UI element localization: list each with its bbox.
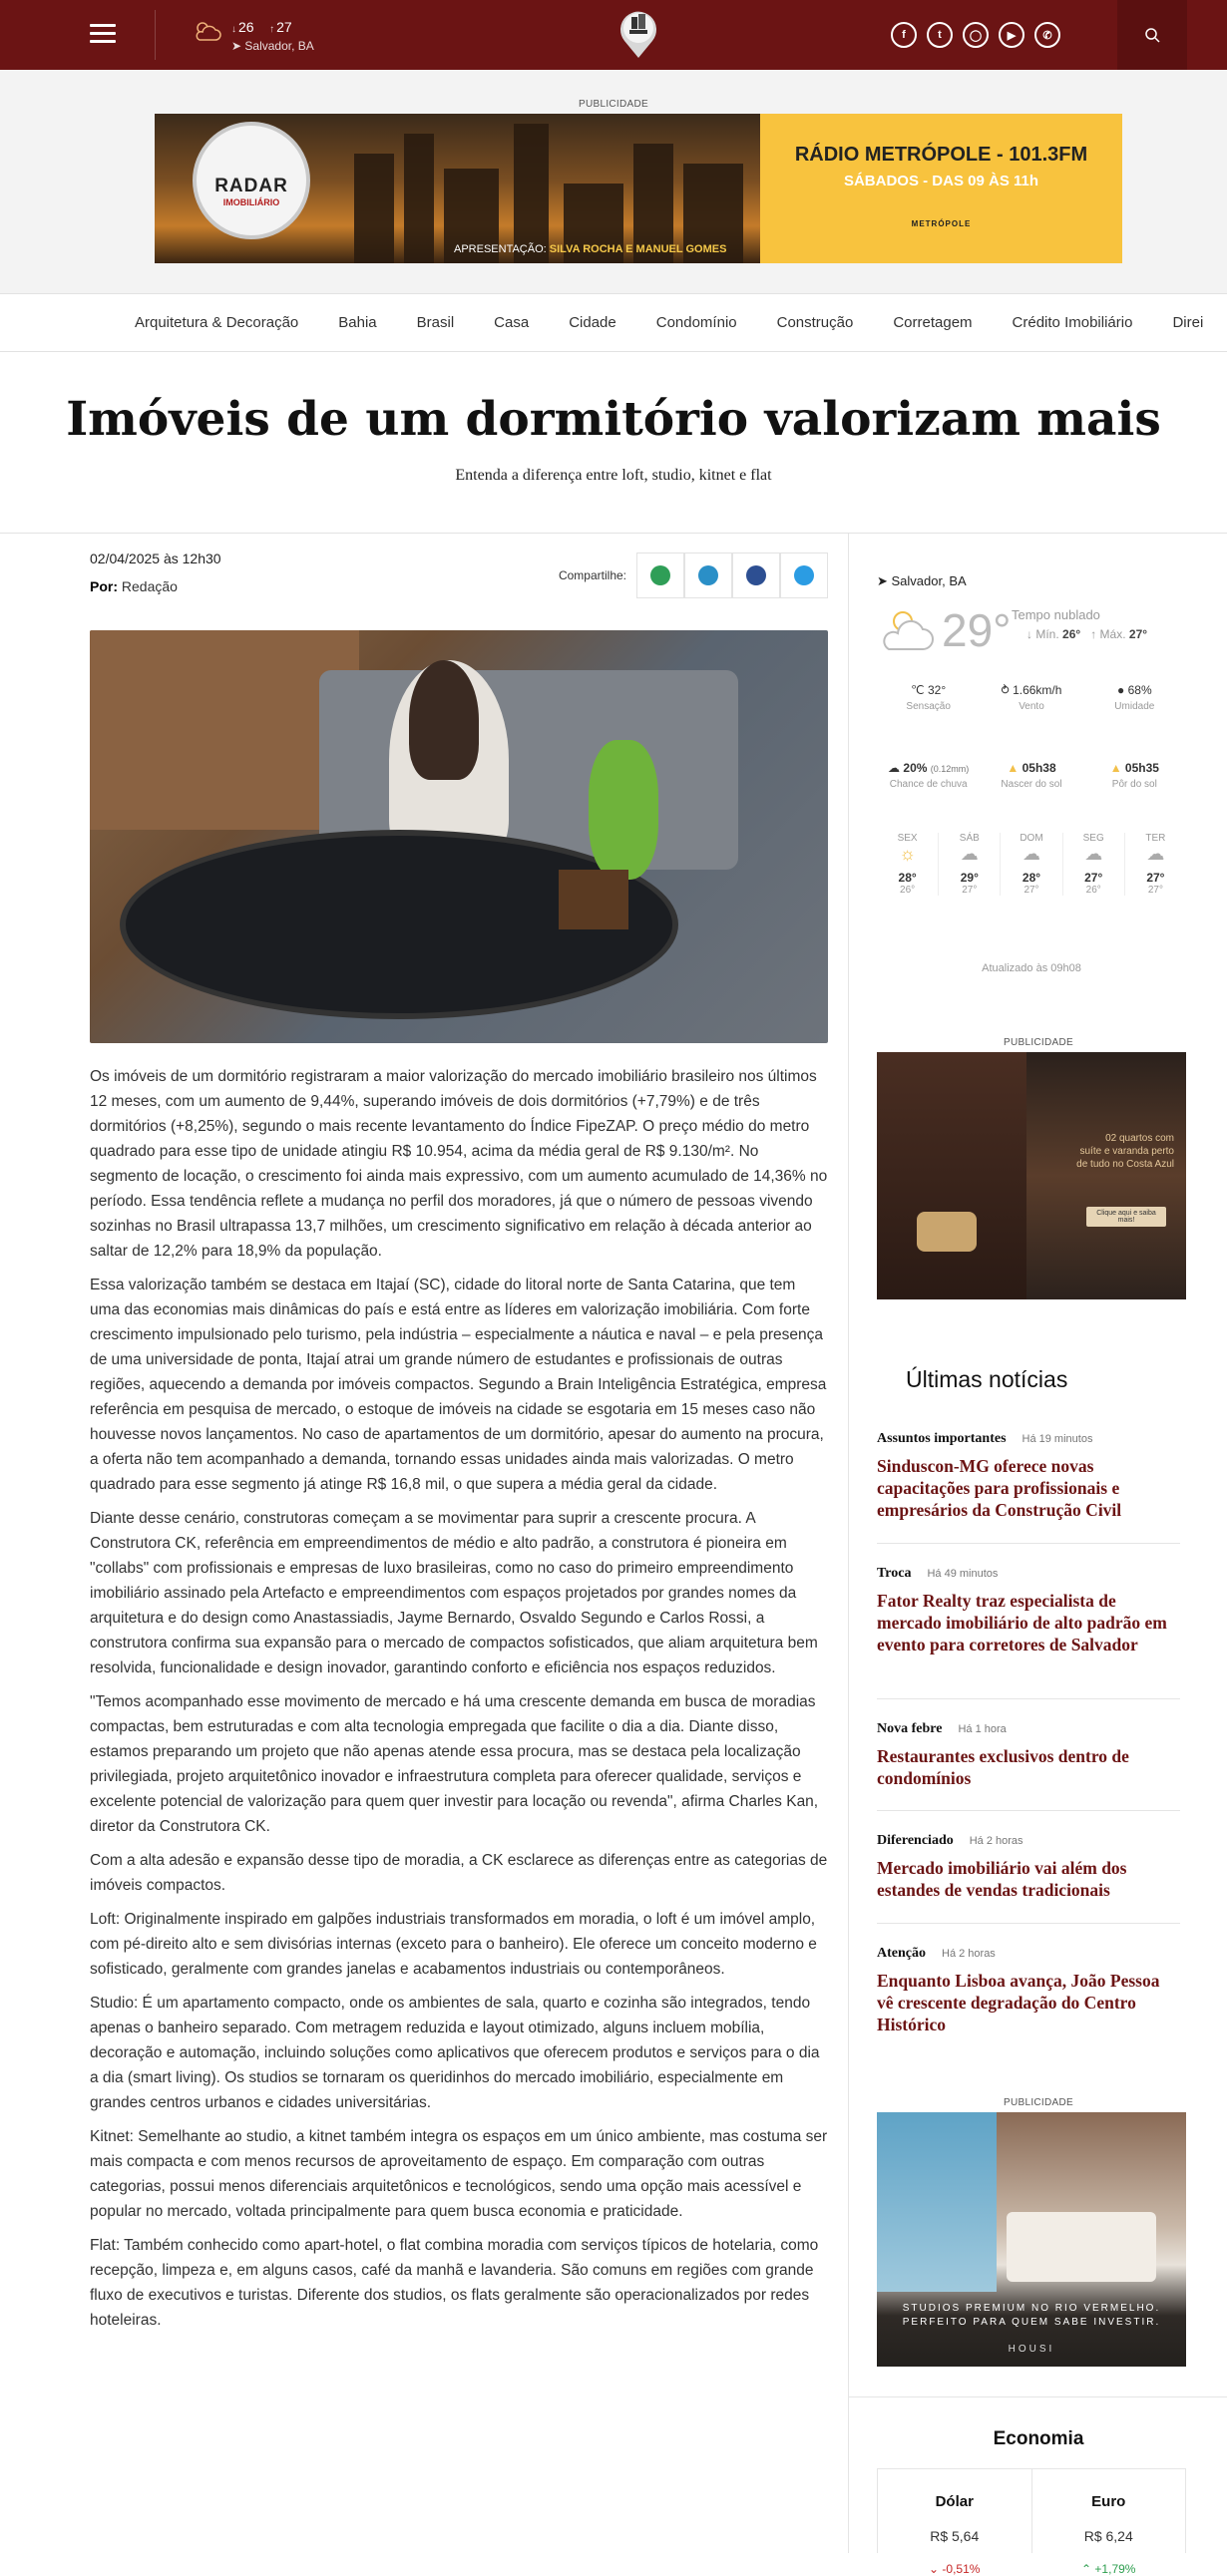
twitter-icon: [794, 565, 814, 585]
news-item[interactable]: [877, 1944, 1180, 2035]
presenters-names: SILVA ROCHA E MANUEL GOMES: [549, 243, 727, 255]
sun-icon: ☼: [899, 844, 916, 864]
article-paragraph: "Temos acompanhado esse movimento de mercado e há uma crescente demanda em busca de moradias compactas, bem estruturadas e com alta tecnologia empregada que facilite o dia a dia. Diante disso, estamos preparando um projeto que não apenas atende essa procura, mas se destaca pela localização privilegiada, projeto arquitetônico inovador e infraestrutura completa para oferecer qualidade, serviços e excelente potencial de valorização para quem quer investir para locação ou revenda", afirma Charles Kan, diretor da Construtora CK.: [90, 1693, 819, 1835]
forecast-day-name: SÁB: [959, 833, 980, 844]
stat-humidity: [1083, 683, 1186, 712]
article-paragraph: Kitnet: Semelhante ao studio, a kitnet também integra os espaços em um único ambiente, mas costuma ser mais compacta e com menos recursos de aproveitamento de espaço. Em comparação com outras categorias, possui menos diferenciais arquitetônicos e tecnológicos, sendo uma opção mais acessível e popular no mercado, voltada principalmente para quem busca economia e praticidade.: [90, 2128, 828, 2220]
ad-side1-cta[interactable]: Clique aqui e saiba mais!: [1086, 1207, 1166, 1227]
radar-subtitle: IMOBILIÁRIO: [222, 197, 280, 207]
cloud-rain-icon: ☁: [1022, 844, 1040, 864]
cloud-sun-icon: [877, 603, 939, 655]
article-paragraph: Flat: Também conhecido como apart-hotel, o flat combina moradia com serviços típicos de hotelaria, como recepção, limpeza e, em alguns casos, café da manhã e lavanderia. São comuns em regiões com grande fluxo de executivos e turistas. Diferente dos studios, os flats geralmente são operacionalizados por redes hoteleiras.: [90, 2237, 819, 2329]
forecast-max: 28°: [898, 871, 917, 885]
forecast-day: [939, 833, 1001, 896]
sunset-icon: ▲: [1109, 761, 1122, 775]
weather-min: 26°: [1062, 627, 1081, 641]
currency-change-value: -0,51%: [942, 2562, 981, 2576]
header-weather: ↓ 26 ↑ 27 ➤ Salvador, BA: [192, 18, 314, 53]
nav-item[interactable]: Brasil: [416, 314, 455, 331]
nav-item[interactable]: Bahia: [338, 314, 377, 331]
forecast-max: 29°: [960, 871, 979, 885]
weather-stats-2: [877, 761, 1186, 790]
news-category: Nova febre: [877, 1721, 943, 1736]
ad-side1-line3: de tudo no Costa Azul: [1076, 1159, 1174, 1170]
forecast-max: 28°: [1022, 871, 1041, 885]
weather-updated: Atualizado às 09h08: [982, 962, 1081, 974]
ad-side2-brand: HOUSI: [1008, 2344, 1055, 2355]
currency-change-value: +1,79%: [1094, 2562, 1136, 2576]
search-icon: [1144, 27, 1160, 43]
forecast-day-name: DOM: [1020, 833, 1043, 844]
weather-location: ➤ Salvador, BA: [877, 573, 967, 588]
nav-item[interactable]: Cidade: [569, 314, 616, 331]
news-title[interactable]: Restaurantes exclusivos dentro de condomínios: [877, 1746, 1129, 1788]
wind-icon: ⥁: [1001, 683, 1010, 697]
facebook-icon[interactable]: f: [891, 22, 917, 48]
news-item[interactable]: [877, 1429, 1180, 1521]
news-category: Atenção: [877, 1946, 926, 1961]
nav-item[interactable]: Casa: [494, 314, 530, 331]
nav-item[interactable]: Condomínio: [655, 314, 737, 331]
ad-banner-radar[interactable]: [155, 114, 1122, 263]
divider: [155, 10, 156, 60]
forecast-min: 27°: [1023, 885, 1039, 896]
stat-value: 1.66km/h: [1013, 683, 1062, 697]
nav-item[interactable]: Construção: [776, 314, 854, 331]
article-paragraph: Os imóveis de um dormitório registraram a maior valorização do mercado imobiliário brasileiro nos últimos 12 meses, com um aumento de 9,44%, superando imóveis de dois dormitórios (+7,79%) e de três dormitórios (+8,25%), segundo o mais recente levantamento do Índice FipeZAP. O preço médio do metro quadrado para esse tipo de unidade atingiu R$ 10.954, acima da média geral de R$ 9.130/m². No segmento de locação, o crescimento foi ainda mais expressivo, com um aumento acumulado de 14,36% no período. Essa tendência reflete a mudança no perfil dos moradores, já que o número de pessoas vivendo sozinhas no Brasil ultrapassa 13,7 milhões, um crescimento significativo em relação à década anterior ao saltar de 12,2% para 18,9% da população.: [90, 1068, 828, 1260]
news-item[interactable]: [877, 1719, 1180, 1789]
forecast-day: [1063, 833, 1125, 896]
divider: [877, 1923, 1180, 1924]
radar-title: RADAR: [214, 176, 288, 196]
facebook-icon: [746, 565, 766, 585]
article-title: Imóveis de um dormitório valorizam mais: [66, 392, 1161, 447]
forecast-max: 27°: [1146, 871, 1165, 885]
forecast-min: 26°: [900, 885, 916, 896]
stat-label: Umidade: [1114, 701, 1155, 712]
divider: [877, 1698, 1180, 1699]
stat-label: Nascer do sol: [1001, 779, 1062, 790]
news-category: Troca: [877, 1566, 912, 1581]
share-facebook-button[interactable]: [732, 552, 780, 598]
ad-presenters: [454, 243, 726, 255]
nav-item[interactable]: Crédito Imobiliário: [1012, 314, 1133, 331]
forecast-max: 27°: [1084, 871, 1103, 885]
stat-feels: [877, 683, 980, 712]
forecast-min: 27°: [1147, 885, 1163, 896]
stat-value: 68%: [1127, 683, 1152, 697]
byline-label: Por:: [90, 578, 118, 594]
forecast-day-name: SEG: [1082, 833, 1104, 844]
rain-icon: ☁: [888, 761, 901, 775]
header-city: Salvador, BA: [244, 39, 314, 53]
article-paragraph: Essa valorização também se destaca em Itajaí (SC), cidade do litoral norte de Santa Catarina, que tem uma das economias mais dinâmicas do país e está entre as líderes em valorização imobiliária. Com forte crescimento impulsionado pelo turismo, pela indústria – especialmente a náutica e naval – e pela presença de uma universidade de ponta, Itajaí atrai um grande número de estudantes e profissionais de outras regiões, aquecendo a demanda por imóveis compactos. Segundo a Brain Inteligência Estratégica, empresa referência em pesquisa de mercado, o estoque de imóveis na cidade se esgotaria em 15 meses caso não houvesse novos lançamentos. No caso de apartamentos de um dormitório, apesar do aumento na procura, a oferta não tem acompanhado a demanda, tornando essas unidades ainda mais valorizadas. O metro quadrado para esse segmento já atinge R$ 16,8 mil, o que supera a média geral da cidade.: [90, 1277, 827, 1493]
max-label: Máx.: [1099, 627, 1126, 641]
stat-sunset: [1083, 761, 1186, 790]
news-category: Diferenciado: [877, 1833, 954, 1848]
instagram-icon[interactable]: ◯: [963, 22, 989, 48]
news-item[interactable]: [877, 1564, 1180, 1656]
ad-radio-panel: [760, 114, 1122, 263]
news-time: Há 2 horas: [942, 1948, 996, 1960]
header-temp-max: 27: [276, 19, 292, 35]
article-paragraph: Studio: É um apartamento compacto, onde os ambientes de sala, quarto e cozinha são integrados, tendo apenas o banheiro separado. Com metragem reduzida e layout otimizado, alguns incluem mobília, decoração e automação, incluindo soluções como aplicativos que oferecem produtos e serviços para o dia a dia (smart living). Os studios se tornaram os queridinhos do mercado imobiliário, especialmente em grandes centros urbanos e cidades universitárias.: [90, 1995, 820, 2111]
nav-item[interactable]: Direi: [1172, 314, 1204, 331]
cloud-sun-icon: [192, 18, 221, 44]
divider: [877, 1543, 1180, 1544]
stat-value: 32°: [928, 683, 947, 697]
currency-change: ⌄ -0,51%: [929, 2562, 981, 2576]
article-paragraph: Loft: Originalmente inspirado em galpões industriais transformados em moradia, o loft é um imóvel amplo, com pé-direito alto e sem divisórias internas (exceto para o banheiro). Ele oferece um conceito moderno e sofisticado, geralmente com grandes janelas e acabamentos industriais ou contemporâneos.: [90, 1911, 817, 1978]
share-whatsapp-button[interactable]: [636, 552, 684, 598]
news-title[interactable]: Enquanto Lisboa avança, João Pessoa vê crescente degradação do Centro Histórico: [877, 1971, 1160, 2034]
news-time: Há 49 minutos: [927, 1568, 999, 1580]
currency-value: R$ 5,64: [930, 2528, 980, 2544]
nav-item[interactable]: Arquitetura & Decoração: [135, 314, 299, 331]
weather-max: 27°: [1128, 627, 1148, 641]
radio-brand: METRÓPOLE: [911, 219, 972, 228]
weather-stats: [877, 683, 1186, 712]
forecast-day: [877, 833, 939, 896]
drop-icon: ●: [1117, 683, 1125, 697]
telegram-icon: [698, 565, 718, 585]
currency-euro: [1032, 2469, 1186, 2576]
article-subtitle: Entenda a diferença entre loft, studio, kitnet e flat: [455, 467, 772, 484]
cloud-rain-icon: ☁: [960, 844, 979, 864]
stat-value: 05h38: [1022, 761, 1056, 775]
whatsapp-icon: [650, 565, 670, 585]
ad-banner-image: [155, 114, 760, 263]
currency-name: Dólar: [935, 2493, 974, 2510]
radio-name: RÁDIO METRÓPOLE - 101.3FM: [794, 144, 1088, 166]
currency-name: Euro: [1091, 2493, 1126, 2510]
forecast-min: 27°: [962, 885, 978, 896]
ad-label: PUBLICIDADE: [1004, 2097, 1073, 2108]
site-logo[interactable]: [616, 8, 660, 60]
weather-forecast: [877, 833, 1186, 896]
weather-current: [877, 603, 1186, 673]
stat-rain: [877, 761, 980, 790]
divider: [849, 2396, 1227, 2397]
ad-side1-line2: suíte e varanda perto: [1079, 1146, 1174, 1157]
stat-label: Chance de chuva: [889, 779, 968, 790]
economy-title: Economia: [993, 2428, 1084, 2449]
stat-wind: [980, 683, 1082, 712]
news-title[interactable]: Fator Realty traz especialista de mercado imobiliário de alto padrão em evento para corretores de Salvador: [877, 1591, 1167, 1655]
article-header: [0, 352, 1227, 534]
article-photo: [90, 630, 828, 1043]
ad-side1-line1: 02 quartos com: [1105, 1133, 1174, 1144]
weather-temp: 29°: [942, 604, 1012, 656]
forecast-day: [1125, 833, 1186, 896]
weather-desc: Tempo nublado: [1012, 607, 1100, 622]
ad-label: PUBLICIDADE: [1004, 1037, 1073, 1048]
menu-icon[interactable]: [90, 24, 116, 44]
ad-sidebar-1[interactable]: [877, 1052, 1186, 1299]
forecast-min: 26°: [1085, 885, 1101, 896]
youtube-icon[interactable]: ▶: [999, 22, 1024, 48]
whatsapp-icon[interactable]: ✆: [1034, 22, 1060, 48]
article-date: 02/04/2025 às 12h30: [90, 551, 221, 566]
ad-label: PUBLICIDADE: [579, 99, 648, 110]
divider: [877, 1810, 1180, 1811]
nav-item[interactable]: Corretagem: [893, 314, 973, 331]
currency-change: ⌃ +1,79%: [1081, 2562, 1136, 2576]
radio-schedule: SÁBADOS - DAS 09 ÀS 11h: [843, 173, 1039, 189]
share-twitter-button[interactable]: [780, 552, 828, 598]
stat-value: 20%: [903, 761, 928, 775]
article: [90, 551, 828, 2329]
economy-box: [877, 2468, 1186, 2576]
news-time: Há 19 minutos: [1022, 1433, 1093, 1445]
news-title[interactable]: Mercado imobiliário vai além dos estandes de vendas tradicionais: [877, 1858, 1127, 1900]
currency-value: R$ 6,24: [1083, 2528, 1133, 2544]
cloud-rain-icon: ☁: [1084, 844, 1103, 864]
news-time: Há 2 horas: [969, 1835, 1023, 1847]
forecast-day: [1001, 833, 1062, 896]
search-button[interactable]: [1117, 0, 1187, 70]
news-item[interactable]: [877, 1831, 1180, 1901]
stat-value: 05h35: [1124, 761, 1159, 775]
weather-city: Salvador, BA: [891, 573, 967, 588]
thermometer-icon: ℃: [911, 683, 925, 697]
article-paragraph: Diante desse cenário, construtoras começam a se movimentar para suprir a crescente procura. A Construtora CK, referência em empreendimentos de médio e alto padrão, a construtora é pioneira em "collabs" com profissionais e empresas de luxo brasileiras, como no caso do primeiro empreendimento imobiliário assinado pela Artefacto e empreendimentos com espaços projetados por grandes nomes da arquitetura e do design como Anastassiadis, Jayme Bernardo, Osvaldo Segundo e Carlos Rossi, a construtora confirma sua expansão para o mercado de compactos sofisticados, que aliam arquitetura bem resolvida, funcionalidade e design inovador, garantindo conforto e eficiência nos espaços reduzidos.: [90, 1510, 818, 1676]
ad-zone-top: [0, 70, 1227, 294]
twitter-icon[interactable]: t: [927, 22, 953, 48]
stat-label: Pôr do sol: [1111, 779, 1157, 790]
sunrise-icon: ▲: [1007, 761, 1020, 775]
news-category: Assuntos importantes: [877, 1431, 1007, 1446]
stat-sunrise: [980, 761, 1082, 790]
forecast-day-name: TER: [1145, 833, 1166, 844]
forecast-day-name: SEX: [897, 833, 918, 844]
category-nav: [0, 294, 1227, 352]
article-body: [90, 1064, 828, 2342]
latest-news-title: Últimas notícias: [906, 1366, 1068, 1392]
radar-logo: [193, 122, 310, 239]
social-links: [891, 22, 1060, 48]
ad-side2-line2: PERFEITO PARA QUEM SABE INVESTIR.: [902, 2317, 1161, 2328]
stat-extra: (0.12mm): [930, 764, 970, 774]
stat-label: Vento: [1019, 701, 1044, 712]
ad-side2-line1: STUDIOS PREMIUM NO RIO VERMELHO.: [902, 2303, 1161, 2314]
currency-dollar: [878, 2469, 1032, 2576]
presenters-label: APRESENTAÇÃO:: [454, 243, 547, 255]
min-label: Mín.: [1035, 627, 1059, 641]
sidebar: [848, 534, 1227, 2576]
weather-minmax: ↓ Mín. 26° ↑ Máx. 27°: [1026, 627, 1148, 641]
article-paragraph: Com a alta adesão e expansão desse tipo de moradia, a CK esclarece as diferenças entre as categorias de imóveis compactos.: [90, 1852, 828, 1894]
top-bar: [0, 0, 1227, 70]
share-bar: [559, 552, 828, 598]
header-temp-min: 26: [238, 19, 254, 35]
ad-sidebar-2[interactable]: [877, 2112, 1186, 2367]
share-label: Compartilhe:: [558, 568, 626, 582]
cloud-rain-icon: ☁: [1146, 844, 1165, 864]
stat-label: Sensação: [906, 701, 951, 712]
news-title[interactable]: Sinduscon-MG oferece novas capacitações para profissionais e empresários da Construção Civil: [877, 1456, 1122, 1520]
news-time: Há 1 hora: [958, 1723, 1007, 1735]
article-author: Redação: [121, 578, 178, 594]
share-telegram-button[interactable]: [684, 552, 732, 598]
